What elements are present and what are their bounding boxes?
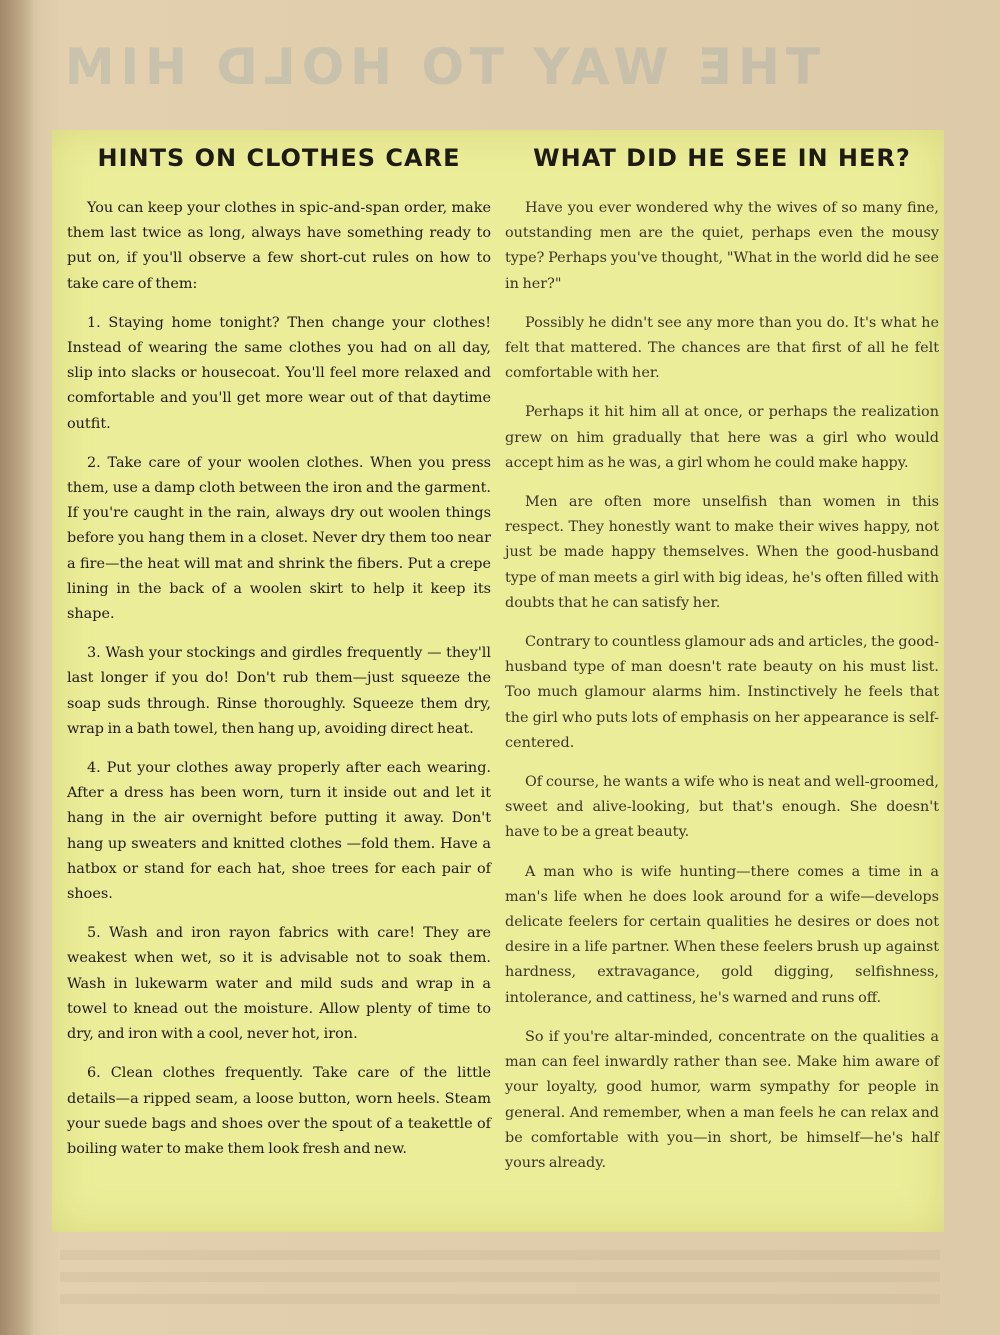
clothes-care-tip-1: 1. Staying home tonight? Then change your clothes! Instead of wearing the same clothes you had on all day, slip into slacks or housecoat. You'll feel more relaxed and comfortable and you'll get more wear out of that daytime outfit. — [67, 314, 491, 432]
clothes-care-tip-6: 6. Clean clothes frequently. Take care of the little details—a ripped seam, a loose button, worn heels. Steam your suede bags and shoes over the spout of a teakettle of boiling water to make them look fresh and new. — [67, 1065, 491, 1157]
article-paragraph: A man who is wife hunting—there comes a time in a man's life when he does look around for a wife—develops delicate feelers for certain qualities he desires or does not desire in a life partner. When these feelers brush up against hardness, extravagance, gold digging, selfishness, intolerance, and cattiness, he's warned and runs off. — [505, 863, 939, 1006]
page-spine-shadow — [0, 0, 34, 1335]
article-paragraph: Have you ever wondered why the wives of so many fine, outstanding men are the quiet, perhaps even the mousy type? Perhaps you've thought, "What in the world did he see in her?" — [505, 200, 939, 292]
clothes-care-tip-4: 4. Put your clothes away properly after each wearing. After a dress has been worn, turn it inside out and let it hang in the air overnight before putting it away. Don't hang up sweaters and knitted clothes —fold them. Have a hatbox or stand for each hat, shoe trees for each pair of shoes. — [67, 760, 491, 903]
article-panel — [52, 130, 944, 1232]
what-did-he-see-column — [500, 130, 944, 1190]
article-paragraph: Contrary to countless glamour ads and articles, the good-husband type of man doesn't rate beauty on his must list. Too much glamour alarms him. Instinctively he feels that the girl who puts lots of emphasis on her appearance is self-centered. — [505, 634, 939, 751]
clothes-care-tip-5: 5. Wash and iron rayon fabrics with care! They are weakest when wet, so it is advisable not to soak them. Wash in lukewarm water and mild suds and wrap in a towel to knead out the moisture. Allow plenty of time to dry, and iron with a cool, never hot, iron. — [67, 925, 491, 1043]
article-paragraph: Of course, he wants a wife who is neat and well-groomed, sweet and alive-looking, but that's enough. She doesn't have to be a great beauty. — [505, 774, 939, 841]
article-paragraph: Men are often more unselfish than women in this respect. They honestly want to make their wives happy, not just be made happy themselves. When the good-husband type of man meets a girl with big ideas, he's often filled with doubts that he can satisfy her. — [505, 494, 939, 611]
show-through-title: THE WAY TO HOLD HIM — [58, 38, 820, 96]
clothes-care-tip-2: 2. Take care of your woolen clothes. When you press them, use a damp cloth between the iron and the garment. If you're caught in the rain, always dry out woolen things before you hang them in a closet. Never dry them too near a fire—the heat will mat and shrink the fibers. Put a crepe lining in the back of a woolen skirt to help it keep its shape. — [67, 454, 491, 623]
show-through-print — [60, 1250, 940, 1310]
clothes-care-tip-3: 3. Wash your stockings and girdles frequently — they'll last longer if you do! Don't rub them—just squeeze the soap suds through. Rinse thoroughly. Squeeze them dry, wrap in a bath towel, then hang up, avoiding direct heat. — [67, 645, 491, 737]
clothes-care-intro: You can keep your clothes in spic-and-span order, make them last twice as long, always have something ready to put on, if you'll observe a few short-cut rules on how to take care of them: — [67, 200, 491, 292]
what-did-he-see-heading: WHAT DID HE SEE IN HER? — [533, 144, 911, 172]
clothes-care-heading: HINTS ON CLOTHES CARE — [97, 144, 461, 172]
article-paragraph: So if you're altar-minded, concentrate on the qualities a man can feel inwardly rather than see. Make him aware of your loyalty, good humor, warm sympathy for people in general. And remember, when a man feels he can relax and be comfortable with you—in short, be himself—he's half yours already. — [505, 1028, 939, 1171]
clothes-care-column — [62, 130, 496, 1176]
article-paragraph: Perhaps it hit him all at once, or perhaps the realization grew on him gradually that here was a girl who would accept him as he was, a girl whom he could make happy. — [505, 404, 939, 471]
article-paragraph: Possibly he didn't see any more than you do. It's what he felt that mattered. The chances are that first of all he felt comfortable with her. — [505, 314, 939, 382]
